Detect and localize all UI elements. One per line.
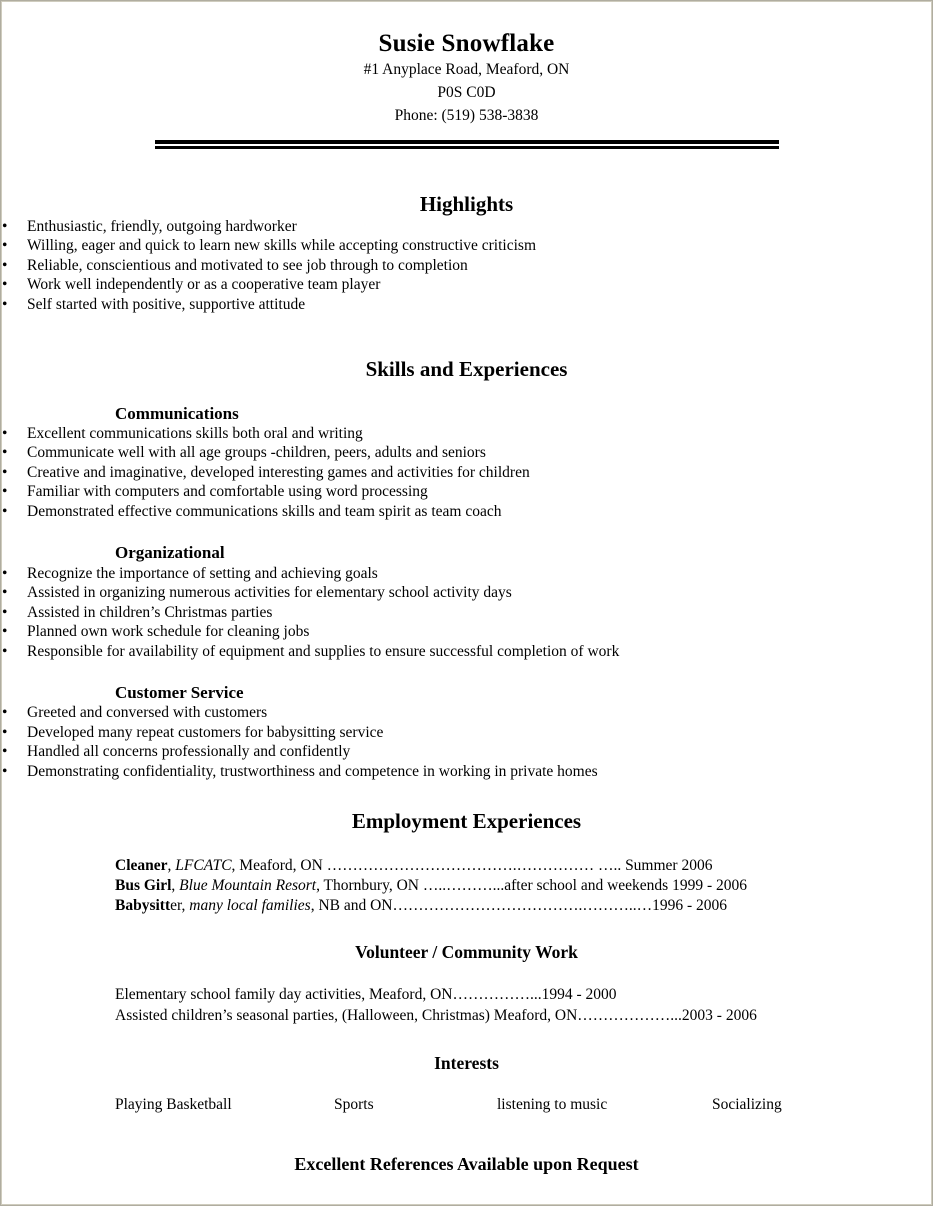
skills-group-list	[2, 703, 931, 781]
job-title: Cleaner	[115, 856, 168, 874]
job-title: Babysitt	[115, 896, 171, 914]
bullet-icon: •	[2, 564, 8, 582]
employment-rows	[2, 856, 931, 916]
list-item-text: Self started with positive, supportive attitude	[27, 295, 306, 313]
list-item	[2, 583, 931, 603]
bullet-icon: •	[2, 276, 8, 294]
list-item-text: Handled all concerns professionally and confidently	[27, 743, 351, 761]
interests-row	[115, 1096, 815, 1118]
interests-heading: Interests	[434, 1053, 499, 1073]
dot-leader: …..………...	[422, 876, 505, 894]
list-item	[2, 564, 931, 584]
bullet-icon: •	[2, 217, 8, 235]
job-dates: after school and weekends 1999 - 2006	[504, 876, 747, 894]
bullet-icon: •	[2, 623, 8, 641]
bullet-icon: •	[2, 502, 8, 520]
job-title: Bus Girl	[115, 876, 172, 894]
bullet-icon: •	[2, 237, 8, 255]
list-item	[2, 642, 931, 662]
list-item	[2, 463, 931, 483]
bullet-icon: •	[2, 483, 8, 501]
skills-group-list	[2, 564, 931, 662]
bullet-icon: •	[2, 723, 8, 741]
employment-row	[115, 856, 810, 876]
group-spacer	[2, 521, 931, 542]
bullet-icon: •	[2, 256, 8, 274]
bullet-icon: •	[2, 463, 8, 481]
list-item-text: Work well independently or as a cooperative team player	[27, 276, 381, 294]
resume-header	[2, 30, 931, 128]
bullet-icon: •	[2, 424, 8, 442]
job-location: , Thornbury, ON	[316, 876, 423, 894]
section-references	[2, 1154, 931, 1176]
list-item	[2, 502, 931, 522]
employment-row	[115, 876, 810, 896]
skills-group-organizational	[2, 542, 931, 661]
job-location: , NB and ON	[310, 896, 393, 914]
list-item	[2, 443, 931, 463]
job-dates: 1996 - 2006	[652, 896, 728, 914]
candidate-name: Susie Snowflake	[378, 30, 555, 57]
list-item-text: Assisted in organizing numerous activities for elementary school activity days	[27, 584, 512, 602]
bullet-icon: •	[2, 762, 8, 780]
list-item	[2, 742, 931, 762]
employment-heading: Employment Experiences	[351, 809, 582, 834]
section-skills-and-experiences	[2, 357, 931, 781]
list-item	[2, 603, 931, 623]
skills-group-communications	[2, 403, 931, 522]
dot-leader: ……………………………….…………… …..	[326, 856, 622, 874]
bullet-icon: •	[2, 642, 8, 660]
volunteer-row: Assisted children’s seasonal parties, (Halloween, Christmas) Meaford, ON………………...2003 - 2006	[115, 1006, 757, 1024]
volunteer-heading: Volunteer / Community Work	[355, 942, 578, 963]
interest-item: Socializing	[712, 1096, 782, 1113]
list-item	[2, 482, 931, 502]
dot-leader: ……………………………….………..…	[392, 896, 653, 914]
skills-group-title: Customer Service	[115, 683, 244, 703]
employment-row	[115, 896, 810, 916]
bullet-icon: •	[2, 603, 8, 621]
phone-number: Phone: (519) 538-3838	[394, 106, 539, 124]
volunteer-rows	[2, 985, 931, 1026]
group-spacer	[2, 661, 931, 682]
list-item	[2, 703, 931, 723]
list-item-text: Developed many repeat customers for babysitting service	[27, 723, 384, 741]
job-separator: ,	[171, 876, 180, 894]
section-highlights	[2, 192, 931, 315]
skills-group-list	[2, 424, 931, 522]
skills-group-customer-service	[2, 682, 931, 781]
list-item	[2, 256, 931, 276]
job-dates: Summer 2006	[621, 856, 713, 874]
employer-name: LFCATC	[175, 856, 232, 874]
list-item-text: Excellent communications skills both oral and writing	[27, 424, 363, 442]
list-item-text: Familiar with computers and comfortable using word processing	[27, 483, 428, 501]
list-item-text: Greeted and conversed with customers	[27, 704, 268, 722]
list-item	[2, 424, 931, 444]
list-item	[2, 762, 931, 782]
list-item-text: Responsible for availability of equipment and supplies to ensure successful completion of work	[27, 642, 620, 660]
job-location: , Meaford, ON	[231, 856, 327, 874]
employer-name: many local families	[189, 896, 311, 914]
address-line-1: #1 Anyplace Road, Meaford, ON	[363, 60, 570, 78]
interest-item: Sports	[334, 1096, 374, 1113]
header-divider-rule	[155, 140, 779, 149]
job-separator: ,	[181, 896, 190, 914]
bullet-icon: •	[2, 704, 8, 722]
address-line-2: P0S C0D	[437, 83, 496, 101]
section-volunteer-community-work	[2, 942, 931, 1026]
list-item-text: Enthusiastic, friendly, outgoing hardworker	[27, 217, 297, 235]
list-item	[2, 236, 931, 256]
list-item-text: Creative and imaginative, developed interesting games and activities for children	[27, 463, 530, 481]
section-interests	[2, 1053, 931, 1118]
bullet-icon: •	[2, 295, 8, 313]
volunteer-row: Elementary school family day activities, Meaford, ON……………...1994 - 2000	[115, 986, 617, 1004]
skills-body	[2, 403, 931, 782]
list-item	[2, 217, 931, 237]
list-item-text: Planned own work schedule for cleaning jobs	[27, 623, 310, 641]
bullet-icon: •	[2, 444, 8, 462]
page-inner-border	[1, 1, 932, 1205]
list-item-text: Recognize the importance of setting and achieving goals	[27, 564, 378, 582]
list-item-text: Assisted in children’s Christmas parties	[27, 603, 273, 621]
list-item	[2, 295, 931, 315]
job-separator: ,	[167, 856, 176, 874]
skills-heading: Skills and Experiences	[365, 357, 568, 382]
highlights-list	[2, 217, 931, 315]
section-employment-experiences	[2, 809, 931, 916]
list-item-text: Demonstrating confidentiality, trustworthiness and competence in working in private homes	[27, 762, 598, 780]
list-item	[2, 622, 931, 642]
skills-group-title: Communications	[115, 403, 239, 423]
list-item	[2, 275, 931, 295]
bullet-icon: •	[2, 584, 8, 602]
employer-name: Blue Mountain Resort	[179, 876, 317, 894]
list-item	[2, 723, 931, 743]
interest-item: listening to music	[497, 1096, 608, 1113]
bullet-icon: •	[2, 743, 8, 761]
list-item-text: Reliable, conscientious and motivated to see job through to completion	[27, 256, 468, 274]
interest-item: Playing Basketball	[115, 1096, 232, 1113]
skills-group-title: Organizational	[115, 543, 225, 563]
job-title-tail: er	[170, 896, 182, 914]
list-item-text: Willing, eager and quick to learn new skills while accepting constructive criticism	[27, 237, 536, 255]
references-statement: Excellent References Available upon Request	[294, 1154, 639, 1174]
highlights-heading: Highlights	[419, 191, 514, 216]
list-item-text: Communicate well with all age groups -children, peers, adults and seniors	[27, 444, 486, 462]
list-item-text: Demonstrated effective communications skills and team spirit as team coach	[27, 502, 502, 520]
